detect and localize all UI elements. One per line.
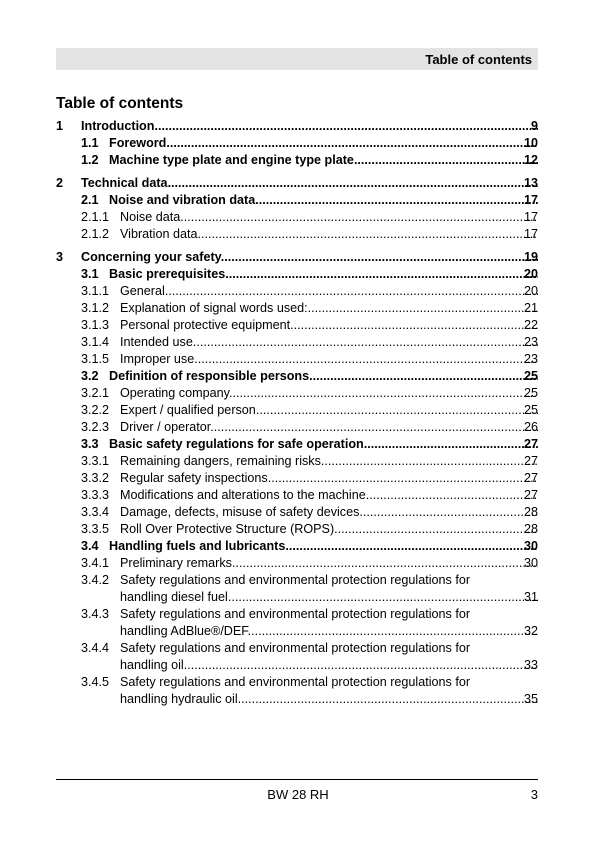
toc-entry[interactable] bbox=[56, 538, 538, 555]
toc-entry-page: 27 bbox=[523, 437, 538, 451]
toc-entry-page: 32 bbox=[523, 624, 538, 638]
toc-entry-number: 1 bbox=[56, 119, 64, 133]
toc-entry[interactable] bbox=[56, 402, 538, 419]
toc-entry-title: Personal protective equipment bbox=[120, 318, 291, 332]
toc-entry[interactable] bbox=[56, 192, 538, 209]
toc-entry-title: Noise and vibration data bbox=[109, 193, 256, 207]
toc-entry[interactable] bbox=[56, 300, 538, 317]
toc-entry-title-continued: handling diesel fuel bbox=[120, 590, 228, 604]
page-title: Table of contents bbox=[56, 95, 184, 112]
toc-entry-number: 2.1.1 bbox=[81, 210, 110, 224]
toc-entry-title: Handling fuels and lubricants bbox=[109, 539, 286, 553]
toc-entry-number: 1.1 bbox=[81, 136, 99, 150]
toc-entry[interactable] bbox=[56, 640, 538, 674]
toc-entry-title-continued: handling AdBlue®/DEF bbox=[120, 624, 248, 638]
toc-entry-page: 19 bbox=[523, 250, 538, 264]
toc-entry-page: 27 bbox=[523, 488, 538, 502]
toc-entry[interactable] bbox=[56, 504, 538, 521]
footer-page-number: 3 bbox=[530, 787, 538, 802]
toc-entry-title: Safety regulations and environmental protection regulations for bbox=[120, 607, 471, 621]
toc-entry[interactable] bbox=[56, 674, 538, 708]
toc-entry[interactable] bbox=[56, 135, 538, 152]
toc-entry-title: Expert / qualified person bbox=[120, 403, 256, 417]
toc-entry-title: Safety regulations and environmental protection regulations for bbox=[120, 675, 471, 689]
toc-entry-number: 3.1 bbox=[81, 267, 99, 281]
toc-entry-page: 28 bbox=[523, 505, 538, 519]
toc-entry-title: Modifications and alterations to the machine bbox=[120, 488, 366, 502]
toc-entry[interactable] bbox=[56, 317, 538, 334]
toc-entry-page: 27 bbox=[523, 454, 538, 468]
toc-entry-page: 22 bbox=[523, 318, 538, 332]
toc-entry[interactable] bbox=[56, 606, 538, 640]
toc-entry-number: 3.3.1 bbox=[81, 454, 110, 468]
header-bar bbox=[56, 48, 538, 70]
toc-entry-page: 21 bbox=[523, 301, 538, 315]
toc-entry-page: 17 bbox=[523, 210, 538, 224]
toc-entry-page: 10 bbox=[523, 136, 538, 150]
toc-entry-page: 31 bbox=[523, 590, 538, 604]
toc-entry-page: 30 bbox=[523, 539, 538, 553]
toc-entry-page: 27 bbox=[523, 471, 538, 485]
toc-entry-page: 35 bbox=[523, 692, 538, 706]
toc-entry-title: Intended use bbox=[120, 335, 193, 349]
toc-entry-number: 3.1.5 bbox=[81, 352, 110, 366]
toc-entry-number: 3.3.4 bbox=[81, 505, 110, 519]
table-of-contents bbox=[56, 118, 538, 708]
toc-entry-title: Basic safety regulations for safe operation bbox=[109, 437, 364, 451]
toc-entry-number: 1.2 bbox=[81, 153, 99, 167]
toc-entry[interactable] bbox=[56, 555, 538, 572]
toc-entry-page: 13 bbox=[523, 176, 538, 190]
toc-entry[interactable] bbox=[56, 351, 538, 368]
toc-entry-title: Damage, defects, misuse of safety devices bbox=[120, 505, 360, 519]
toc-entry[interactable] bbox=[56, 385, 538, 402]
toc-entry-number: 3.2.2 bbox=[81, 403, 110, 417]
toc-entry-page: 28 bbox=[523, 522, 538, 536]
toc-entry-page: 17 bbox=[523, 193, 538, 207]
toc-entry-title: Explanation of signal words used: bbox=[120, 301, 308, 315]
toc-entry-number: 3.3.5 bbox=[81, 522, 110, 536]
toc-entry-title: Foreword bbox=[109, 136, 167, 150]
toc-entry-title: General bbox=[120, 284, 165, 298]
toc-entry-title: Basic prerequisites bbox=[109, 267, 226, 281]
toc-entry[interactable] bbox=[56, 266, 538, 283]
toc-entry-number: 3.2 bbox=[81, 369, 99, 383]
toc-entry[interactable] bbox=[56, 453, 538, 470]
header-title: Table of contents bbox=[425, 52, 532, 67]
toc-entry[interactable] bbox=[56, 572, 538, 606]
toc-entry-number: 3.1.4 bbox=[81, 335, 110, 349]
toc-entry-number: 3.3.3 bbox=[81, 488, 110, 502]
toc-entry[interactable] bbox=[56, 226, 538, 243]
toc-entry-title: Roll Over Protective Structure (ROPS) bbox=[120, 522, 335, 536]
toc-entry-title: Introduction bbox=[81, 119, 155, 133]
toc-entry-number: 3.4.4 bbox=[81, 641, 110, 655]
toc-entry-title: Concerning your safety bbox=[81, 250, 221, 264]
toc-entry-page: 12 bbox=[523, 153, 538, 167]
toc-entry[interactable] bbox=[56, 118, 538, 135]
toc-entry-number: 3.4.5 bbox=[81, 675, 110, 689]
toc-entry[interactable] bbox=[56, 209, 538, 226]
toc-entry-number: 2.1 bbox=[81, 193, 99, 207]
toc-entry-number: 3.3 bbox=[81, 437, 99, 451]
toc-entry-page: 25 bbox=[523, 386, 538, 400]
toc-entry-page: 20 bbox=[523, 284, 538, 298]
toc-entry-title: Definition of responsible persons bbox=[109, 369, 310, 383]
toc-entry-number: 3.4.2 bbox=[81, 573, 110, 587]
footer-model: BW 28 RH bbox=[267, 787, 329, 802]
toc-entry[interactable] bbox=[56, 283, 538, 300]
toc-entry-title: Regular safety inspections bbox=[120, 471, 268, 485]
toc-entry-number: 3.1.3 bbox=[81, 318, 110, 332]
toc-entry-number: 3.1.2 bbox=[81, 301, 110, 315]
toc-entry-page: 25 bbox=[523, 403, 538, 417]
toc-entry-number: 3.2.1 bbox=[81, 386, 110, 400]
toc-entry[interactable] bbox=[56, 152, 538, 169]
toc-entry-title: Driver / operator bbox=[120, 420, 211, 434]
toc-entry[interactable] bbox=[56, 419, 538, 436]
toc-entry[interactable] bbox=[56, 175, 538, 192]
toc-entry-title: Preliminary remarks bbox=[120, 556, 232, 570]
toc-entry-title: Operating company bbox=[120, 386, 229, 400]
toc-entry-number: 3.4.1 bbox=[81, 556, 110, 570]
toc-entry-title: Remaining dangers, remaining risks bbox=[120, 454, 321, 468]
toc-entry-title: Vibration data bbox=[120, 227, 198, 241]
toc-entry-number: 3.3.2 bbox=[81, 471, 110, 485]
toc-entry-number: 2.1.2 bbox=[81, 227, 110, 241]
toc-entry-page: 23 bbox=[523, 352, 538, 366]
toc-entry-page: 25 bbox=[523, 369, 538, 383]
toc-entry[interactable] bbox=[56, 368, 538, 385]
toc-entry-title: Safety regulations and environmental protection regulations for bbox=[120, 573, 471, 587]
toc-entry-number: 3.2.3 bbox=[81, 420, 110, 434]
toc-entry-title-continued: handling oil bbox=[120, 658, 184, 672]
toc-entry-number: 3.4.3 bbox=[81, 607, 110, 621]
toc-entry-number: 3 bbox=[56, 250, 64, 264]
toc-entry-title: Safety regulations and environmental protection regulations for bbox=[120, 641, 471, 655]
toc-entry-number: 3.1.1 bbox=[81, 284, 110, 298]
toc-entry-page: 9 bbox=[530, 119, 538, 133]
toc-entry[interactable] bbox=[56, 436, 538, 453]
toc-entry-title-continued: handling hydraulic oil bbox=[120, 692, 238, 706]
toc-entry-page: 17 bbox=[523, 227, 538, 241]
toc-entry[interactable] bbox=[56, 521, 538, 538]
toc-entry-number: 2 bbox=[56, 176, 64, 190]
toc-entry-page: 33 bbox=[523, 658, 538, 672]
toc-entry[interactable] bbox=[56, 470, 538, 487]
toc-entry-title: Technical data bbox=[81, 176, 168, 190]
toc-entry-title: Noise data bbox=[120, 210, 181, 224]
toc-entry-page: 30 bbox=[523, 556, 538, 570]
toc-entry[interactable] bbox=[56, 249, 538, 266]
toc-entry-page: 23 bbox=[523, 335, 538, 349]
footer-divider bbox=[56, 779, 538, 780]
toc-entry-page: 26 bbox=[523, 420, 538, 434]
toc-entry-number: 3.4 bbox=[81, 539, 99, 553]
toc-entry-title: Machine type plate and engine type plate bbox=[109, 153, 354, 167]
toc-entry[interactable] bbox=[56, 334, 538, 351]
toc-entry[interactable] bbox=[56, 487, 538, 504]
toc-entry-title: Improper use bbox=[120, 352, 195, 366]
toc-entry-page: 20 bbox=[523, 267, 538, 281]
